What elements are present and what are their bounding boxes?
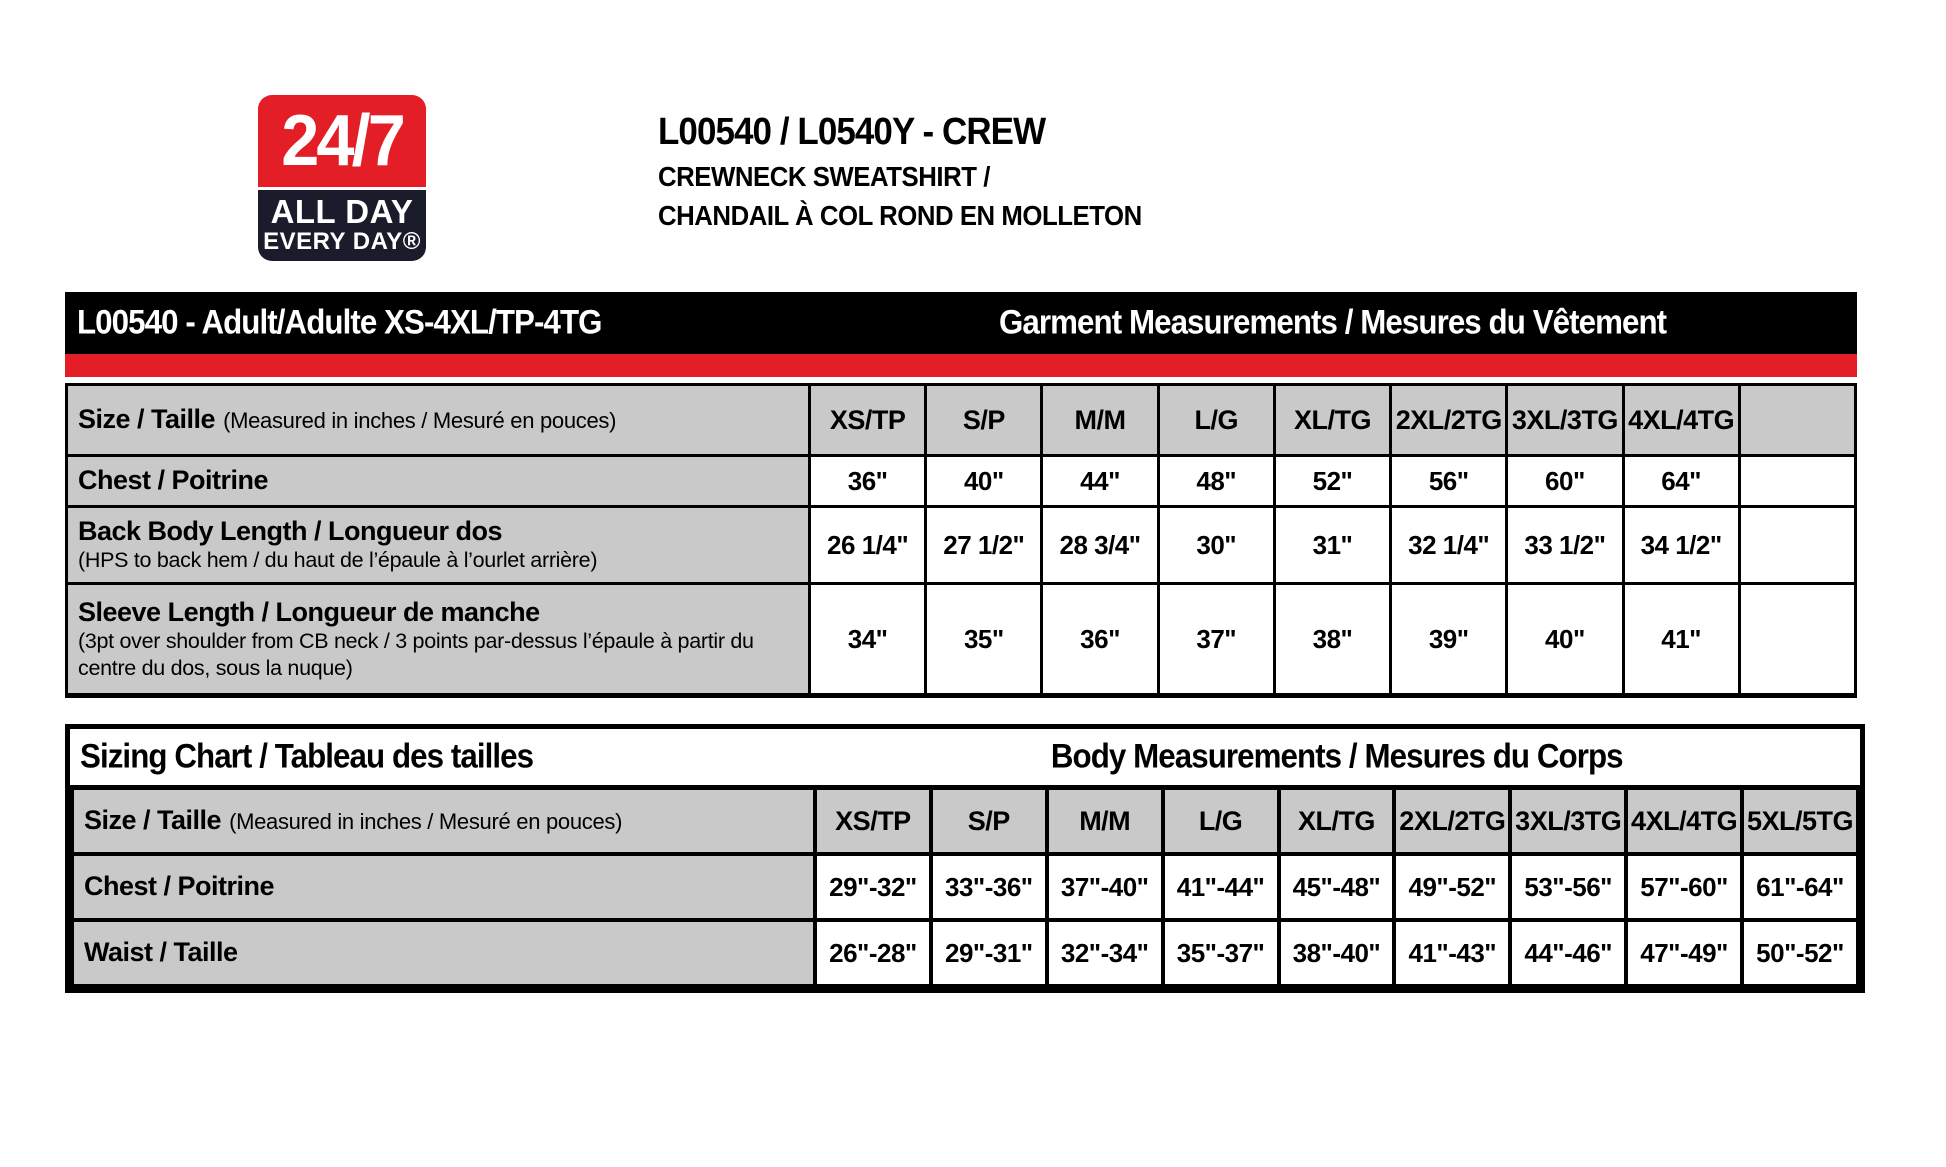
logo-all-day-text: ALL DAY [270, 193, 414, 230]
garment-col-header-empty [1739, 385, 1855, 456]
size-label: Size / Taille [84, 805, 222, 836]
body-waist-row [72, 920, 1858, 986]
garment-data-cell: 38" [1274, 584, 1390, 696]
body-data-cell: 53"-56" [1510, 854, 1626, 920]
garment-data-cell: 37" [1158, 584, 1274, 696]
garment-col-header-xs: XS/TP [810, 385, 926, 456]
body-data-cell: 32"-34" [1047, 920, 1163, 986]
size-note: (Measured in inches / Mesuré en pouces) [229, 809, 623, 835]
body-data-cell: 44"-46" [1510, 920, 1626, 986]
garment-sleeve-length-label: Sleeve Length / Longueur de manche [78, 596, 540, 627]
body-data-cell: 41"-44" [1163, 854, 1279, 920]
garment-size-header-row [67, 385, 1856, 456]
body-size-label-cell [72, 788, 815, 854]
body-data-cell: 45"-48" [1279, 854, 1395, 920]
body-data-cell: 49"-52" [1394, 854, 1510, 920]
garment-back-length-note: (HPS to back hem / du haut de l’épaule à l’ourlet arrière) [78, 548, 598, 573]
garment-back-length-label-cell [67, 507, 810, 584]
garment-data-cell: 36" [810, 456, 926, 507]
body-data-cell: 35"-37" [1163, 920, 1279, 986]
body-chest-row [72, 854, 1858, 920]
garment-data-cell [1739, 456, 1855, 507]
garment-col-header-xl: XL/TG [1274, 385, 1390, 456]
red-accent-bar [65, 354, 1857, 377]
body-size-header-row [72, 788, 1858, 854]
body-col-header-xs: XS/TP [815, 788, 931, 854]
garment-data-cell: 36" [1042, 584, 1158, 696]
garment-data-cell: 44" [1042, 456, 1158, 507]
body-col-header-4xl: 4XL/4TG [1626, 788, 1742, 854]
garment-sleeve-length-label-cell [67, 584, 810, 696]
garment-col-header-m: M/M [1042, 385, 1158, 456]
body-data-cell: 38"-40" [1279, 920, 1395, 986]
garment-data-cell: 40" [1507, 584, 1623, 696]
garment-sleeve-length-row [67, 584, 1856, 696]
body-measurements-table [70, 786, 1860, 988]
body-col-header-s: S/P [931, 788, 1047, 854]
garment-data-cell: 28 3/4" [1042, 507, 1158, 584]
body-chest-label: Chest / Poitrine [84, 871, 275, 902]
body-col-header-m: M/M [1047, 788, 1163, 854]
product-subtitle-fr: CHANDAIL À COL ROND EN MOLLETON [658, 199, 1142, 231]
logo-every-day-text: EVERY DAY® [263, 228, 421, 255]
garment-data-cell: 27 1/2" [926, 507, 1042, 584]
garment-col-header-l: L/G [1158, 385, 1274, 456]
body-col-header-2xl: 2XL/2TG [1394, 788, 1510, 854]
body-data-cell: 26"-28" [815, 920, 931, 986]
garment-header-bar [65, 292, 1857, 354]
garment-data-cell: 26 1/4" [810, 507, 926, 584]
garment-size-label-cell [67, 385, 810, 456]
body-data-cell: 47"-49" [1626, 920, 1742, 986]
body-measurements-section [65, 724, 1865, 993]
garment-data-cell: 41" [1623, 584, 1739, 696]
body-data-cell: 37"-40" [1047, 854, 1163, 920]
garment-data-cell: 30" [1158, 507, 1274, 584]
garment-sleeve-length-note: (3pt over shoulder from CB neck / 3 points par-dessus l’épaule à partir du centre du dos, sous la nuque) [78, 628, 754, 680]
product-title-block [658, 112, 1184, 232]
garment-measurements-table [65, 383, 1857, 698]
garment-data-cell [1739, 507, 1855, 584]
garment-back-length-row [67, 507, 1856, 584]
garment-measurements-section [65, 292, 1857, 698]
garment-header-left: L00540 - Adult/Adulte XS-4XL/TP-4TG [77, 303, 602, 342]
logo-all-day-badge [258, 190, 426, 261]
body-data-cell: 50"-52" [1742, 920, 1858, 986]
garment-data-cell: 60" [1507, 456, 1623, 507]
body-chest-label-cell [72, 854, 815, 920]
brand-logo [258, 95, 426, 261]
garment-data-cell [1739, 584, 1855, 696]
logo-24-7-text: 24/7 [281, 101, 403, 181]
garment-data-cell: 31" [1274, 507, 1390, 584]
garment-data-cell: 52" [1274, 456, 1390, 507]
body-data-cell: 29"-32" [815, 854, 931, 920]
body-data-cell: 61"-64" [1742, 854, 1858, 920]
garment-col-header-4xl: 4XL/4TG [1623, 385, 1739, 456]
garment-chest-label: Chest / Poitrine [78, 465, 269, 496]
body-data-cell: 29"-31" [931, 920, 1047, 986]
garment-data-cell: 32 1/4" [1391, 507, 1507, 584]
garment-col-header-2xl: 2XL/2TG [1391, 385, 1507, 456]
product-subtitle-en: CREWNECK SWEATSHIRT / [658, 160, 990, 192]
body-header-right: Body Measurements / Mesures du Corps [1050, 737, 1623, 776]
garment-data-cell: 34 1/2" [1623, 507, 1739, 584]
garment-data-cell: 35" [926, 584, 1042, 696]
garment-col-header-s: S/P [926, 385, 1042, 456]
body-data-cell: 41"-43" [1394, 920, 1510, 986]
body-col-header-3xl: 3XL/3TG [1510, 788, 1626, 854]
body-data-cell: 57"-60" [1626, 854, 1742, 920]
garment-header-right: Garment Measurements / Mesures du Vêtement [998, 303, 1667, 342]
body-header-left: Sizing Chart / Tableau des tailles [80, 737, 534, 776]
garment-data-cell: 34" [810, 584, 926, 696]
garment-chest-label-cell [67, 456, 810, 507]
body-data-cell: 33"-36" [931, 854, 1047, 920]
garment-data-cell: 64" [1623, 456, 1739, 507]
body-waist-label: Waist / Taille [84, 937, 238, 968]
size-label: Size / Taille [78, 404, 216, 435]
body-header-bar [70, 729, 1860, 786]
garment-data-cell: 33 1/2" [1507, 507, 1623, 584]
body-col-header-l: L/G [1163, 788, 1279, 854]
garment-chest-row [67, 456, 1856, 507]
garment-back-length-label: Back Body Length / Longueur dos [78, 516, 503, 547]
size-note: (Measured in inches / Mesuré en pouces) [223, 408, 617, 434]
garment-data-cell: 48" [1158, 456, 1274, 507]
logo-24-7-badge [258, 95, 426, 187]
garment-col-header-3xl: 3XL/3TG [1507, 385, 1623, 456]
product-title: L00540 / L0540Y - CREW [658, 111, 1046, 153]
body-col-header-5xl: 5XL/5TG [1742, 788, 1858, 854]
garment-data-cell: 40" [926, 456, 1042, 507]
garment-data-cell: 56" [1391, 456, 1507, 507]
body-col-header-xl: XL/TG [1279, 788, 1395, 854]
garment-data-cell: 39" [1391, 584, 1507, 696]
body-waist-label-cell [72, 920, 815, 986]
